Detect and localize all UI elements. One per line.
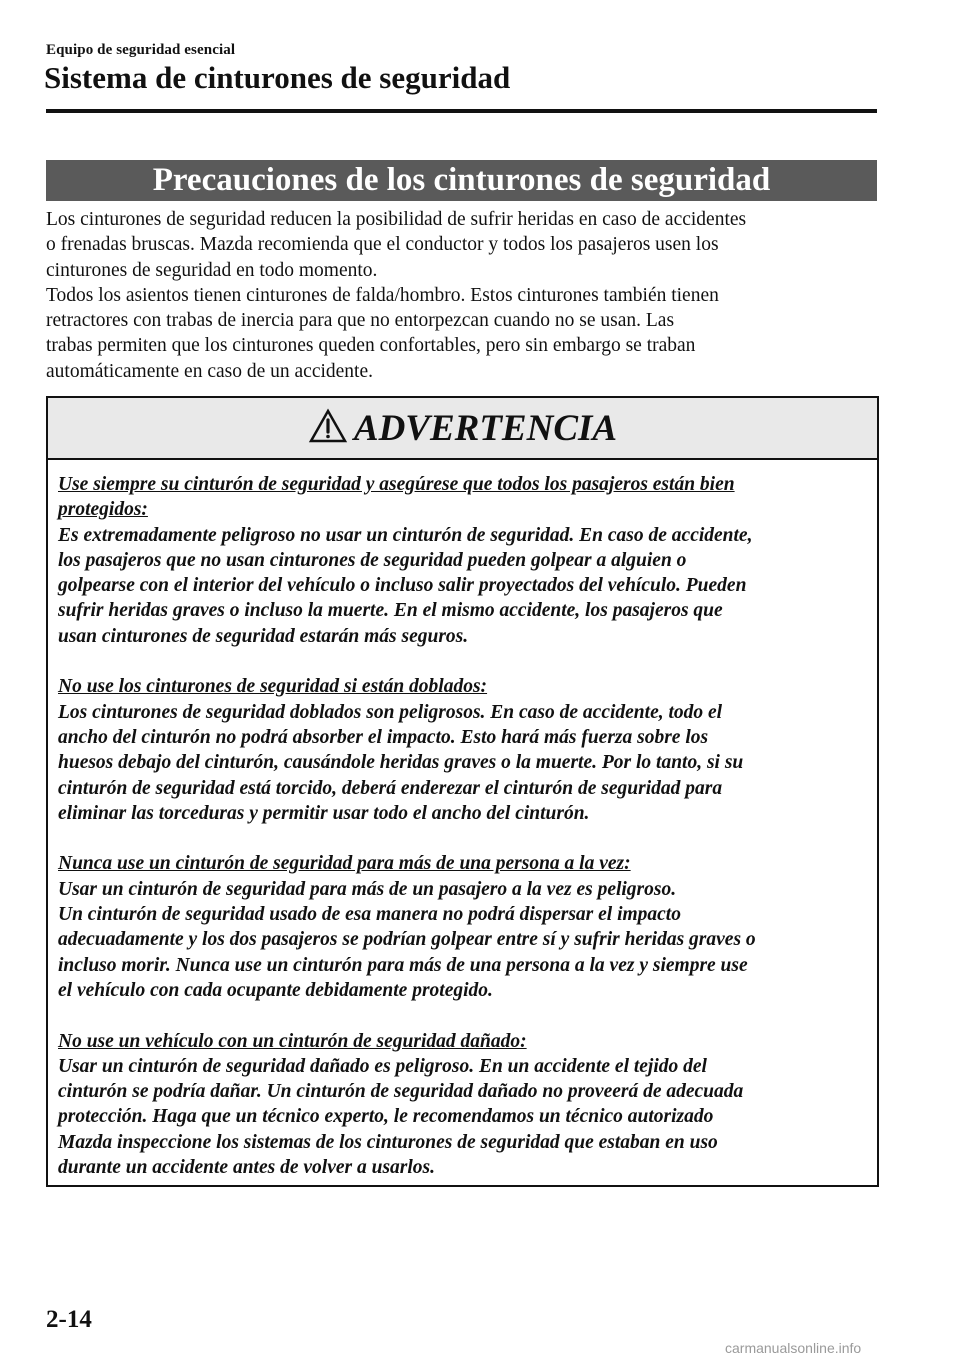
warning-box [46,396,879,1187]
paragraph-gap [58,826,867,851]
watermark: carmanualsonline.info [725,1340,862,1356]
warning-heading-line: Nunca use un cinturón de seguridad para más de una persona a la vez: [58,853,631,875]
warning-body-line: los pasajeros que no usan cinturones de seguridad pueden golpear a alguien o [58,549,687,571]
warning-body-line: Mazda inspeccione los sistemas de los cinturones de seguridad que estaban en uso [58,1131,718,1153]
warning-body-line: Usar un cinturón de seguridad dañado es peligroso. En un accidente el tejido del [58,1055,707,1077]
warning-heading-line: No use los cinturones de seguridad si están doblados: [58,676,488,698]
warning-body-line: ancho del cinturón no podrá absorber el impacto. Esto hará más fuerza sobre los [58,726,709,748]
page-number: 2-14 [46,1306,92,1333]
warning-body-line: el vehículo con cada ocupante debidamente protegido. [58,979,493,1001]
intro-line: trabas permiten que los cinturones queden confortables, pero sin embargo se traban [46,335,696,357]
section-label: Equipo de seguridad esencial [46,42,236,58]
header-divider [46,109,877,113]
warning-body-line: cinturón se podría dañar. Un cinturón de seguridad dañado no proveerá de adecuada [58,1081,744,1103]
intro-line: automáticamente en caso de un accidente. [46,360,374,382]
warning-heading-line: No use un vehículo con un cinturón de seguridad dañado: [58,1030,527,1052]
warning-heading-line: Use siempre su cinturón de seguridad y asegúrese que todos los pasajeros están bien [58,474,735,495]
intro-line: o frenadas bruscas. Mazda recomienda que el conductor y todos los pasajeros usen los [46,234,719,256]
warning-body-line: adecuadamente y los dos pasajeros se podrían golpear entre sí y sufrir heridas graves o [58,929,756,951]
warning-body-line: durante un accidente antes de volver a usarlos. [58,1157,436,1179]
warning-body-line: usan cinturones de seguridad estarán más seguros. [58,625,469,647]
warning-body-line: eliminar las torceduras y permitir usar todo el ancho del cinturón. [58,802,590,824]
paragraph-gap [58,1003,867,1028]
warning-body-line: huesos debajo del cinturón, causándole heridas graves o la muerte. Por lo tanto, si su [58,752,744,774]
warning-body-line: Es extremadamente peligroso no usar un cinturón de seguridad. En caso de accidente, [58,524,753,546]
warning-body-line: incluso morir. Nunca use un cinturón para más de una persona a la vez y siempre use [58,954,748,976]
warning-body-line: Los cinturones de seguridad doblados son peligrosos. En caso de accidente, todo el [58,701,723,723]
intro-paragraph [46,207,877,384]
intro-line: cinturones de seguridad en todo momento. [46,259,378,281]
warning-body-line: Usar un cinturón de seguridad para más de un pasajero a la vez es peligroso. [58,878,677,900]
warning-title: ADVERTENCIA [353,407,618,449]
warning-heading-line: protegidos: [58,499,148,521]
warning-body-line: golpearse con el interior del vehículo o incluso salir proyectados del vehículo. Pueden [58,575,747,597]
intro-line: retractores con trabas de inercia para que no entorpezcan cuando no se usan. Las [46,310,675,332]
warning-body [48,460,877,1180]
warning-body-line: protección. Haga que un técnico experto, le recomendamos un técnico autorizado [58,1106,714,1128]
intro-line: Todos los asientos tienen cinturones de falda/hombro. Estos cinturones también tienen [46,284,719,306]
warning-header [48,398,877,460]
intro-line: Los cinturones de seguridad reducen la posibilidad de sufrir heridas en caso de accidentes [46,209,747,230]
warning-body-line: sufrir heridas graves o incluso la muerte. En el mismo accidente, los pasajeros que [58,600,723,622]
warning-triangle-icon [308,408,348,449]
page-title: Sistema de cinturones de seguridad [44,60,511,95]
warning-body-line: cinturón de seguridad está torcido, deberá enderezar el cinturón de seguridad para [58,777,723,799]
warning-body-line: Un cinturón de seguridad usado de esa manera no podrá dispersar el impacto [58,904,681,926]
section-banner: Precauciones de los cinturones de seguridad [46,160,877,201]
paragraph-gap [58,649,867,674]
